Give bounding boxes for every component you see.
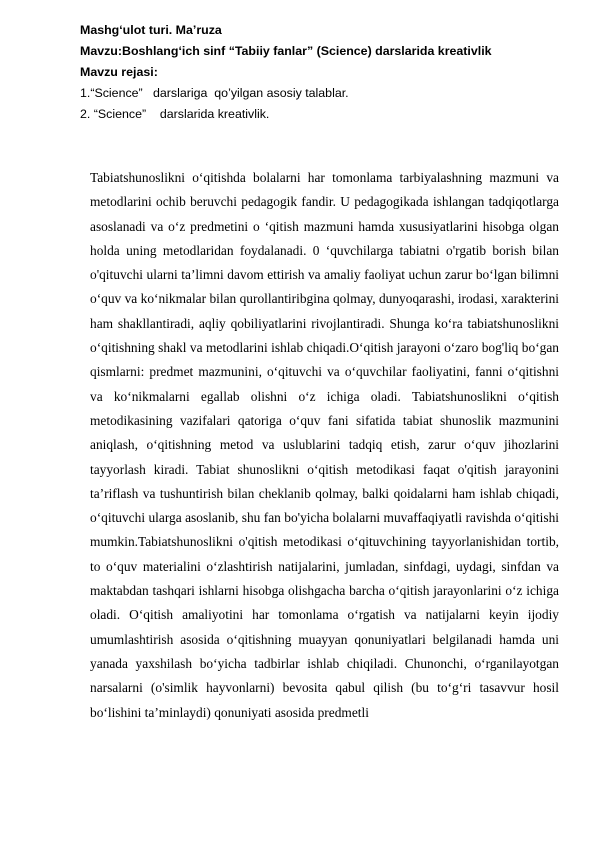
session-type-line: Mashg‘ulot turi. Ma’ruza [80,23,222,37]
plan-item-2: 2. “Science” darslarida kreativlik. [80,107,270,121]
plan-title: Mavzu rejasi: [80,65,158,79]
topic-line: Mavzu:Boshlang‘ich sinf “Tabiiy fanlar” (Science) darslarida kreativlik [80,44,492,58]
body-paragraph: Tabiatshunoslikni o‘qitishda bolalarni har tomonlama tarbiyalashning mazmuni va metodlarini ochib beruvchi pedagogik fandir. U pedagogikada ishlangan tadqiqotlarga asoslanadi va o‘z predmetini o ‘qitish mazmuni hamda xususiyatlarini hisobga olgan holda uning metodlaridan foydalanadi. 0 ‘quvchilarga tabiatni o'rgatib borish bilan o'qituvchi ularni ta’limni davom ettirish va amaliy faoliyat uchun zarur bo‘lgan bilimni o‘quv va ko‘nikmalar bilan qurollantiribgina qolmay, dunyoqarashi, irodasi, xarakterini ham shakllantiradi, aqliy qobiliyatlarini rivojlantiradi. Shunga ko‘ra tabiatshunoslikni o‘qitishning shakl va metodlarini ishlab chiqadi.O‘qitish jarayoni o‘zaro bog'liq bo‘gan qismlarni: predmet mazmunini, o‘qituvchi va o‘quvchilar faoliyatini, fanni o‘qitishni va ko‘nikmalarni egallab olishni o‘z ichiga oladi. Tabiatshunoslikni o‘qitish metodikasining vazifalari qatoriga o‘quv fani sifatida tabiat shunoslik mazmunini aniqlash, o‘qitishning metod va uslublarini tadqiq etish, zarur o‘quv jihozlarini tayyorlash kiradi. Tabiat shunoslikni o‘qitish metodikasi faqat o'qitish jarayonini ta’riflash va tushuntirish bilan cheklanib qolmay, balki qoidalarni ham ishlab chiqadi, o‘qituvchi ularga asoslanib, shu fan bo'yicha bolalarni muvaffaqiyatli ravishda o‘qitishi mumkin.Tabiatshunoslikni o'qitish metodikasi o‘qituvchining tayyorlanishidan tortib, to o‘quv materialini o‘zlashtirish natijalarini, jumladan, sinfdagi, uydagi, sinfdan va maktabdan tashqari ishlarni hisobga olishgacha barcha o‘qitish jarayonlarini o‘z ichiga oladi. O‘qitish amaliyotini har tomonlama o‘rgatish va natijalarni keyin ijodiy umumlashtirish asosida o‘qitishning muayyan qonuniyatlari belgilanadi hamda uni yanada yaxshilash bo‘yicha tadbirlar ishlab chiqiladi. Chunonchi, o‘rganilayotgan narsalarni (o'simlik hayvonlarni) bevosita qabul qilish (bu to‘g‘ri tasavvur hosil bo‘lishini ta’minlaydi) qonuniyati asosida predmetli [90,170,559,720]
lecture-header [80,20,560,125]
plan-item-1: 1.“Science” darslariga qo’yilgan asosiy talablar. [80,86,349,100]
